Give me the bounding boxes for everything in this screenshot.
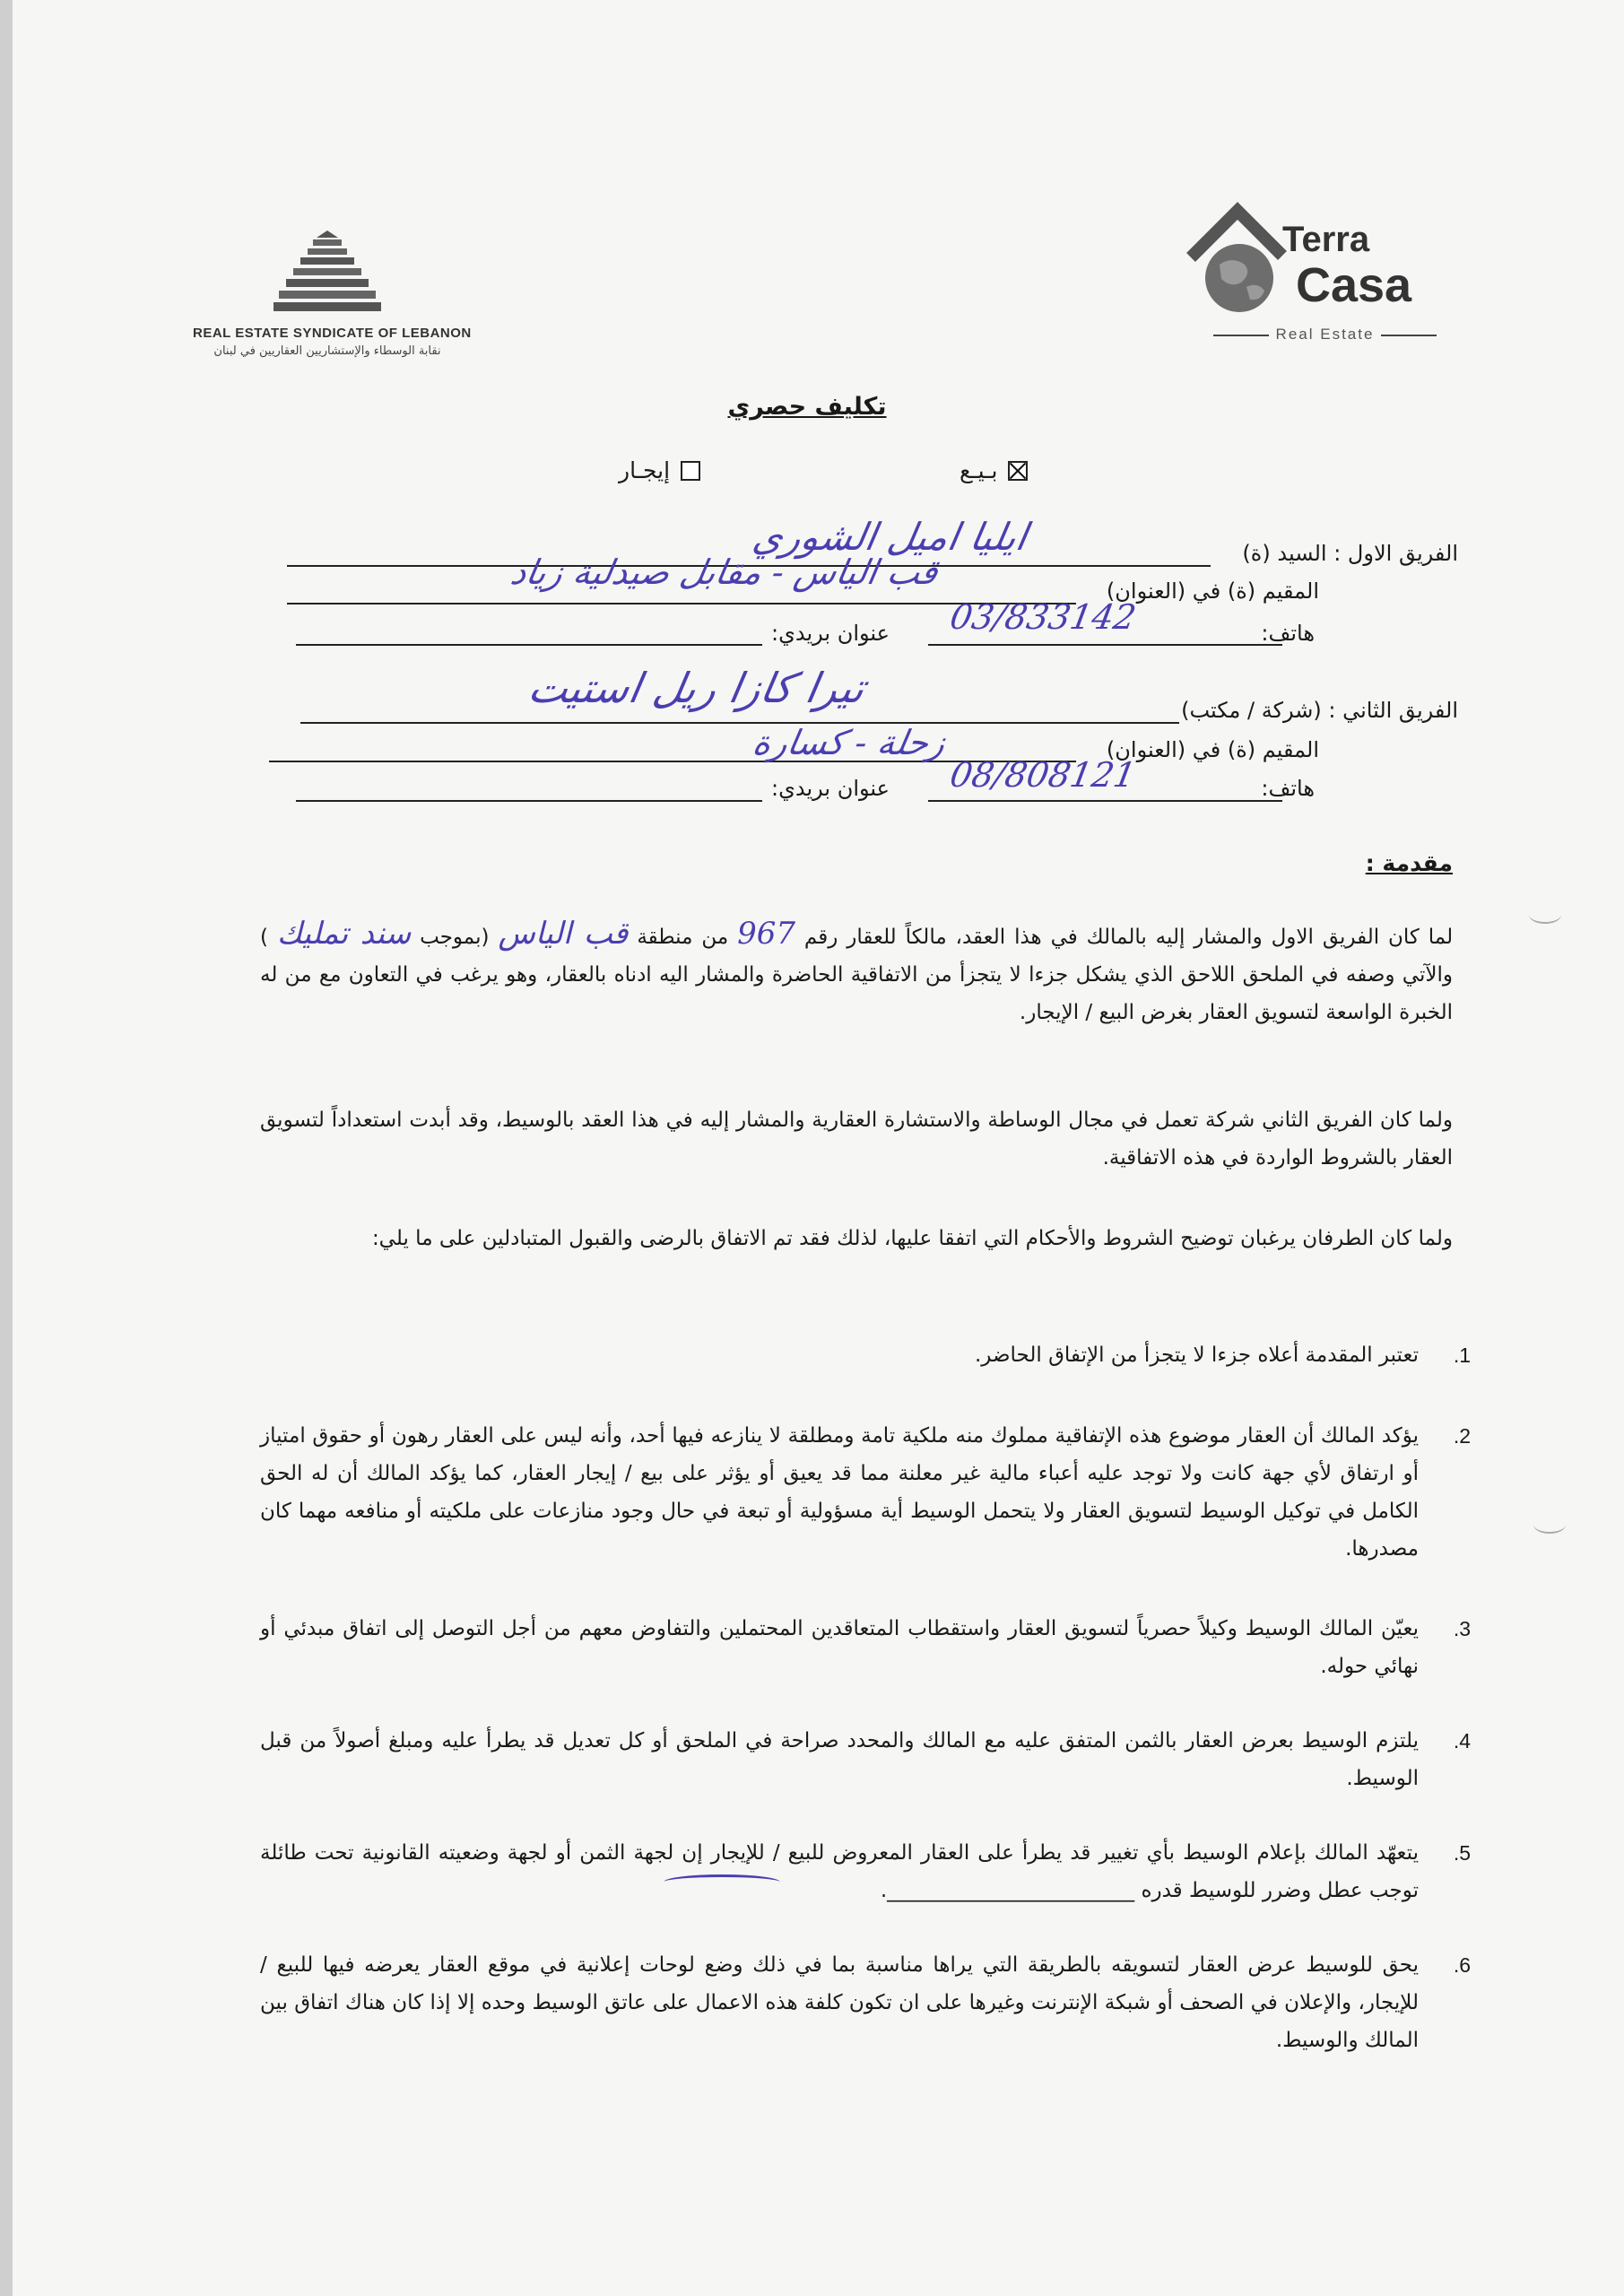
party1-name-value[interactable]: ايليا اميل الشوري — [749, 515, 1031, 559]
party2-email-label: عنوان بريدي: — [771, 776, 890, 801]
intro-heading: مقدمة : — [1365, 850, 1453, 876]
scan-edge — [0, 0, 13, 2296]
syndicate-name-en: REAL ESTATE SYNDICATE OF LEBANON — [193, 326, 472, 341]
clause-item — [260, 1610, 1471, 1685]
clause-item — [260, 1722, 1471, 1797]
clause-number: 2. — [1453, 1424, 1471, 1448]
clause-item — [260, 1336, 1471, 1374]
party2-phone-label: هاتف: — [1261, 776, 1315, 801]
syndicate-name-ar: نقابة الوسطاء والإستشاريين العقاريين في لبنان — [213, 344, 441, 358]
intro-paragraph-3: ولما كان الطرفان يرغبان توضيح الشروط والأحكام التي اتفقا عليها، لذلك فقد تم الاتفاق بالرضى والقبول المتبادلين على ما يلي: — [371, 1227, 1453, 1250]
party1-email-line — [296, 644, 762, 646]
sale-option[interactable] — [960, 457, 1028, 483]
clause-text: يعيّن المالك الوسيط وكيلاً حصرياً لتسويق العقار واستقطاب المتعاقدين المحتملين والتفاوض معهم من أجل التوصل إلى اتفاق مبدئي أو نهائي حوله. — [260, 1617, 1419, 1678]
clause-number: 3. — [1453, 1617, 1471, 1640]
deed-value[interactable]: سند تمليك — [276, 916, 412, 952]
pen-scribble — [664, 1874, 780, 1890]
property-number-value[interactable]: 967 — [737, 916, 795, 952]
clause-text: يحق للوسيط عرض العقار لتسويقه بالطريقة التي يراها مناسبة بما في ذلك وضع لوحات إعلانية في موقع العقار يعرضه فيها للبيع / للإيجار، والإعلان في الصحف أو شبكة الإنترنت وغيرها على ان تكون كلفة هذه الاعمال على عاتق الوسيط وحده إلا إذا كان هناك اتفاق بين المالك والوسيط. — [260, 1953, 1419, 2052]
sale-checkbox[interactable] — [1008, 461, 1028, 481]
terracasa-word-terra: Terra — [1282, 220, 1370, 259]
clause-number: 1. — [1453, 1344, 1471, 1367]
intro-region-label: من منطقة — [637, 926, 729, 949]
party1-address-label: المقيم (ة) في (العنوان) — [1106, 578, 1319, 604]
party1-address-value[interactable]: قب الياس - مقابل صيدلية زياد — [508, 552, 942, 592]
clause-item — [260, 1417, 1471, 1568]
intro-paragraph-2: ولما كان الفريق الثاني شركة تعمل في مجال الوساطة والاستشارة العقارية والمشار إليه في هذا العقد بالوسيط، وقد أبدت استعداداً لتسويق العقار بالشروط الواردة في هذه الاتفاقية. — [260, 1109, 1453, 1170]
intro-line1-text: لما كان الفريق الاول والمشار إليه بالمالك في هذا العقد، مالكاً للعقار رقم — [803, 926, 1454, 949]
party1-phone-value[interactable]: 03/833142 — [947, 597, 1140, 637]
party2-phone-line — [928, 800, 1282, 802]
intro-line2-text: ) والآتي وصفه في الملحق اللاحق الذي يشكل جزءا لا يتجزأ من الاتفاقية الحاضرة والمشار اليه ادناه بالعقار، وهو يرغب في التعاون مع من له الخبرة الواسعة لتسويق العقار بغرض البيع / الإيجار. — [260, 926, 1453, 1024]
intro-paragraph-1 — [260, 915, 1453, 1031]
punch-mark — [1529, 906, 1561, 924]
party2-address-value[interactable]: زحلة - كسارة — [750, 723, 949, 762]
party2-name-label: الفريق الثاني : (شركة / مكتب) — [1181, 698, 1458, 723]
party1-phone-label: هاتف: — [1261, 621, 1315, 646]
rent-checkbox[interactable] — [681, 461, 700, 481]
syndicate-logo — [193, 229, 472, 358]
party2-phone-value[interactable]: 08/808121 — [947, 755, 1140, 795]
clause-text: يلتزم الوسيط بعرض العقار بالثمن المتفق عليه مع المالك والمحدد صراحة في الملحق أو كل تعديل قد يطرأ عليه ومبلغ أصولاً من قبل الوسيط. — [260, 1729, 1419, 1790]
terracasa-logo — [1184, 202, 1453, 354]
clause-number: 5. — [1453, 1841, 1471, 1865]
party2-name-value[interactable]: تيرا كازا ريل استيت — [525, 664, 869, 712]
clause-text: يؤكد المالك أن العقار موضوع هذه الإتفاقية مملوك منه ملكية تامة ومطلقة لا ينازعه فيها أحد، وأنه ليس على العقار رهون أو حقوق امتياز أو ارتفاق لأي جهة كانت ولا توجد عليه أعباء مالية غير معلنة مما قد يعيق أو يؤثر على بيع / إيجار العقار، كما يؤكد المالك أن له الحق الكامل في توكيل الوسيط لتسويق العقار ولا يتحمل الوسيط أية مسؤولية أو تبعة في حال وجود منازعات على ملكيته أو منافعه مهما كان مصدرها. — [260, 1424, 1419, 1561]
punch-mark — [1533, 1516, 1566, 1534]
document-title: تكليف حصري — [727, 393, 887, 421]
clause-item — [260, 1834, 1471, 1909]
terracasa-tagline: Real Estate — [1202, 326, 1448, 344]
clause-number: 4. — [1453, 1729, 1471, 1752]
clause-item — [260, 1946, 1471, 2059]
region-value[interactable]: قب الياس — [498, 916, 629, 952]
terracasa-word-casa: Casa — [1296, 258, 1412, 312]
party2-email-line — [296, 800, 762, 802]
rent-option[interactable] — [619, 457, 700, 483]
party1-name-label: الفريق الاول : السيد (ة) — [1242, 541, 1458, 566]
party2-name-line — [300, 722, 1179, 724]
party1-email-label: عنوان بريدي: — [771, 621, 890, 646]
rent-label: إيجـار — [619, 457, 671, 483]
clause-text: يتعهّد المالك بإعلام الوسيط بأي تغيير قد يطرأ على العقار المعروض للبيع / للإيجار إن لجهة الثمن أو لجهة وضعيته القانونية تحت طائلة توجب عطل وضرر للوسيط قدره ________________________. — [260, 1841, 1419, 1902]
sale-label: بـيـع — [960, 457, 998, 483]
clause-text: تعتبر المقدمة أعلاه جزءا لا يتجزأ من الإتفاق الحاضر. — [974, 1344, 1419, 1367]
intro-deed-label: (بموجب — [420, 926, 490, 949]
stacked-layers-icon — [274, 229, 381, 318]
party2-address-label: المقيم (ة) في (العنوان) — [1106, 737, 1319, 762]
clause-number: 6. — [1453, 1953, 1471, 1977]
party1-phone-line — [928, 644, 1282, 646]
